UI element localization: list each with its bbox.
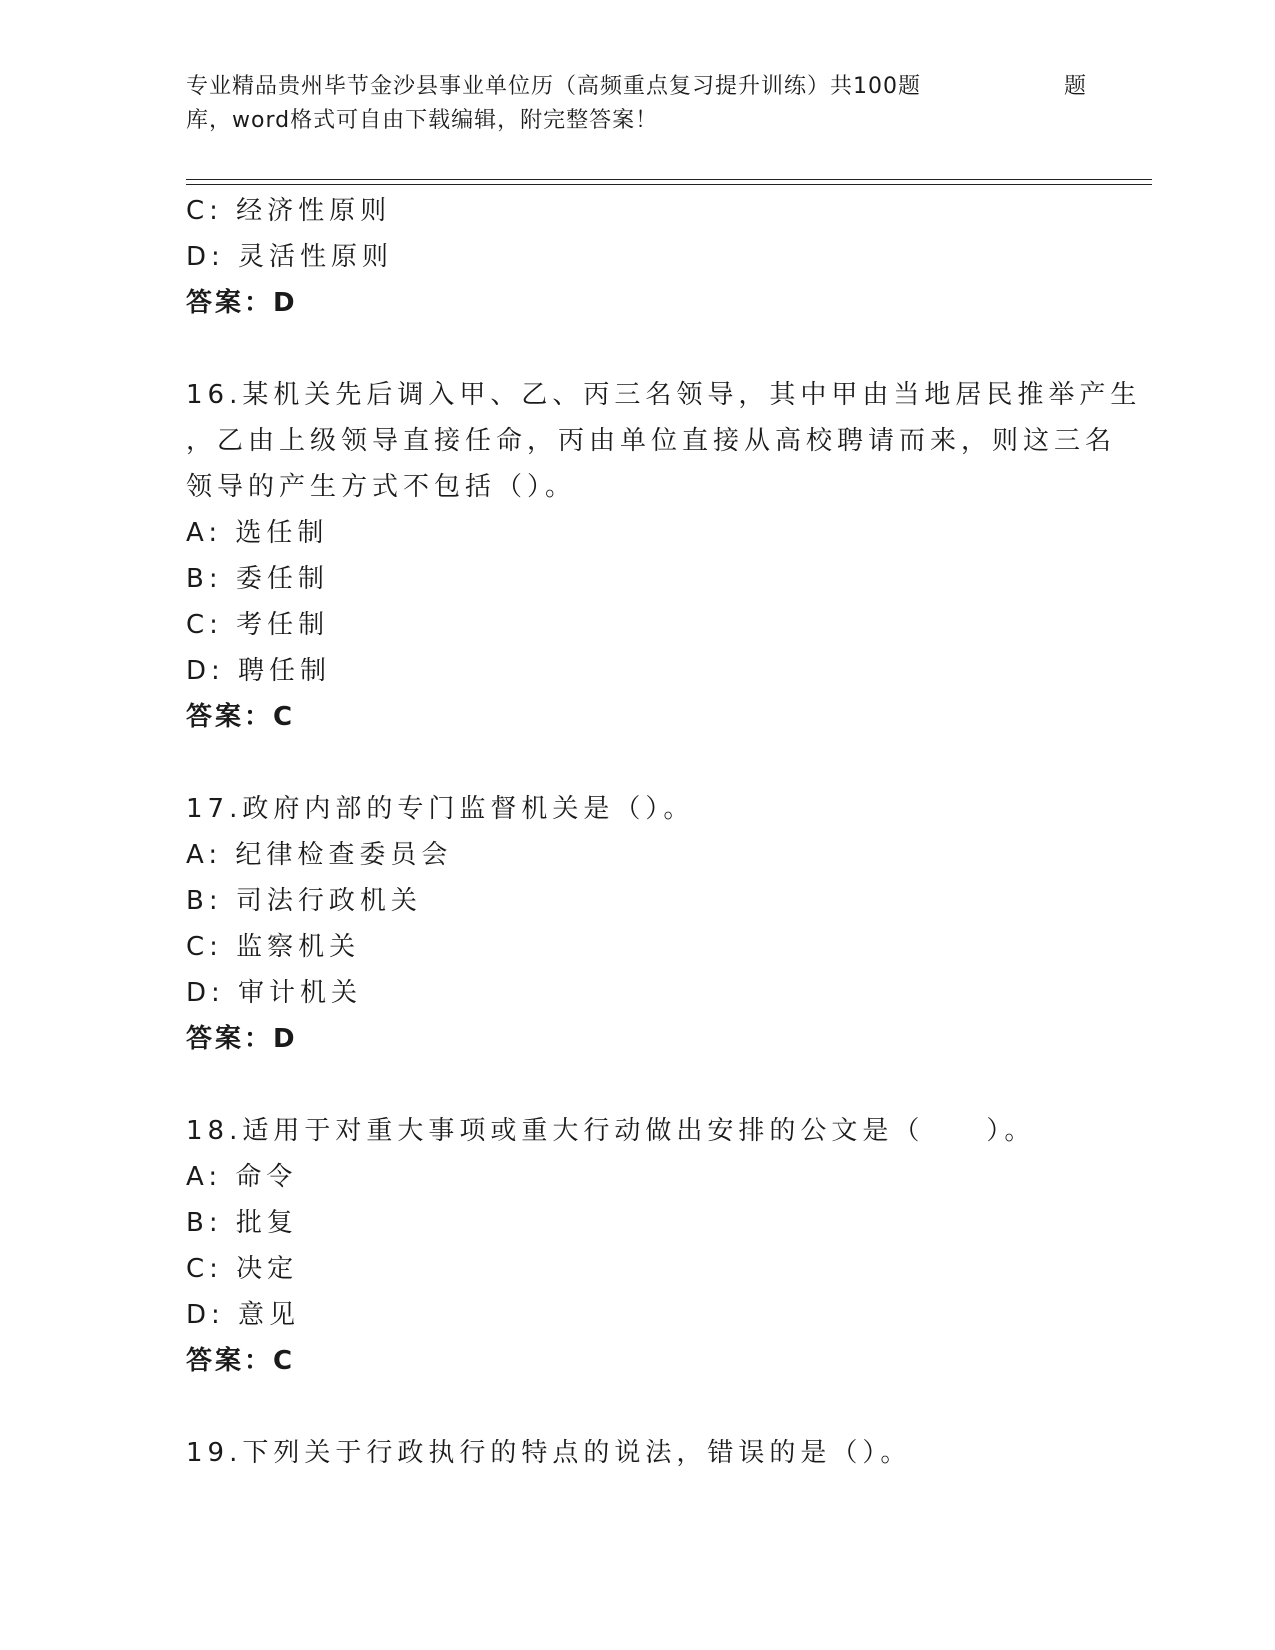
- option-b: B: 批复: [186, 1208, 298, 1238]
- option-c: C: 决定: [186, 1254, 299, 1284]
- spacer: [186, 1062, 1086, 1108]
- answer: 答案：C: [186, 1346, 296, 1376]
- option-a: A: 纪律检查委员会: [186, 840, 453, 870]
- option-d: D: 灵活性原则: [186, 242, 394, 272]
- option-a: A: 命令: [186, 1162, 298, 1192]
- question-16: [186, 372, 1142, 740]
- option-c: C: 考任制: [186, 610, 330, 640]
- option-c: C: 经济性原则: [186, 196, 392, 226]
- option-a: A: 选任制: [186, 518, 329, 548]
- spacer: [186, 740, 1086, 786]
- question-stem: 19.下列关于行政执行的特点的说法，错误的是（）。: [186, 1438, 912, 1468]
- question-list: [186, 188, 1142, 1476]
- option-d: D: 意见: [186, 1300, 301, 1330]
- question-stem: 18.适用于对重大事项或重大行动做出安排的公文是（ ）。: [186, 1116, 1036, 1146]
- question-stem-line: ，乙由上级领导直接任命，丙由单位直接从高校聘请而来，则这三名: [186, 426, 1117, 456]
- question-stem-line: 领导的产生方式不包括（）。: [186, 472, 577, 502]
- question-15-continued: [186, 188, 1086, 326]
- option-b: B: 司法行政机关: [186, 886, 422, 916]
- question-stem-line: 16.某机关先后调入甲、乙、丙三名领导，其中甲由当地居民推举产生: [186, 380, 1142, 410]
- question-17: [186, 786, 1086, 1062]
- page-header: [186, 70, 1086, 138]
- header-divider-top: [186, 179, 1152, 180]
- header-divider-bottom: [186, 184, 1152, 185]
- answer: 答案：C: [186, 702, 296, 732]
- spacer: [186, 1384, 1086, 1430]
- header-title-tail: 题: [1064, 74, 1088, 99]
- answer: 答案：D: [186, 1024, 298, 1054]
- option-c: C: 监察机关: [186, 932, 361, 962]
- question-19: [186, 1430, 1086, 1476]
- answer: 答案：D: [186, 288, 298, 318]
- option-d: D: 审计机关: [186, 978, 363, 1008]
- question-stem: 17.政府内部的专门监督机关是（）。: [186, 794, 695, 824]
- header-title-line-1: 专业精品贵州毕节金沙县事业单位历（高频重点复习提升训练）共100题: [186, 74, 921, 99]
- header-title-line-2: 库，word格式可自由下载编辑，附完整答案！: [186, 108, 659, 133]
- option-b: B: 委任制: [186, 564, 329, 594]
- spacer: [186, 326, 1086, 372]
- question-18: [186, 1108, 1086, 1384]
- option-d: D: 聘任制: [186, 656, 332, 686]
